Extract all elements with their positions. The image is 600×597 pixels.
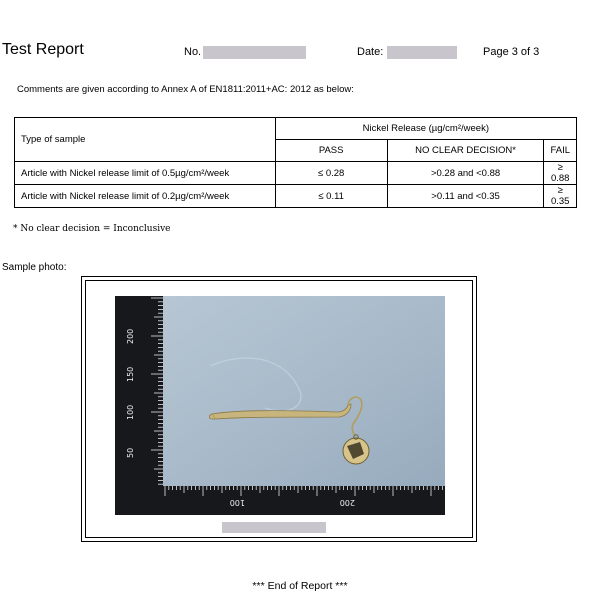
footnote: * No clear decision = Inconclusive [13,224,171,234]
sample-photo [115,296,445,515]
vertical-ruler [115,296,163,515]
report-number-redacted [203,46,306,59]
page-number: Page 3 of 3 [483,46,540,58]
pass-value: ≤ 0.11 [275,185,387,208]
ruler-label: 200 [339,498,355,507]
fail-value: ≥ 0.35 [544,185,577,208]
fail-header: FAIL [544,140,577,162]
sample-photo-label: Sample photo: [2,262,67,273]
unclear-value: >0.11 and <0.35 [387,185,544,208]
nickel-release-table [14,117,577,208]
ruler-label: 100 [229,498,245,507]
pass-value: ≤ 0.28 [275,162,387,185]
type-of-sample-header: Type of sample [15,118,276,162]
table-header-row [15,118,577,140]
report-number-label: No. [184,46,202,58]
ruler-label: 150 [126,366,135,382]
fail-value: ≥ 0.88 [544,162,577,185]
horizontal-ruler [115,486,445,515]
report-title: Test Report [2,41,84,58]
row-label: Article with Nickel release limit of 0.5µg/cm²/week [15,162,276,185]
row-label: Article with Nickel release limit of 0.2µg/cm²/week [15,185,276,208]
comments-text: Comments are given according to Annex A of EN1811:2011+AC: 2012 as below: [17,84,354,95]
table-row [15,185,577,208]
date-label: Date: [357,46,384,58]
no-clear-decision-header: NO CLEAR DECISION* [387,140,544,162]
pass-header: PASS [275,140,387,162]
nickel-release-header: Nickel Release (µg/cm²/week) [275,118,576,140]
ruler-label: 50 [126,447,135,458]
date-redacted [387,46,457,59]
photo-background [115,296,445,515]
ruler-label: 200 [126,328,135,344]
unclear-value: >0.28 and <0.88 [387,162,544,185]
ruler-label: 100 [126,404,135,420]
end-of-report: *** End of Report *** [252,580,348,592]
photo-caption-redacted [222,522,326,533]
table-row [15,162,577,185]
